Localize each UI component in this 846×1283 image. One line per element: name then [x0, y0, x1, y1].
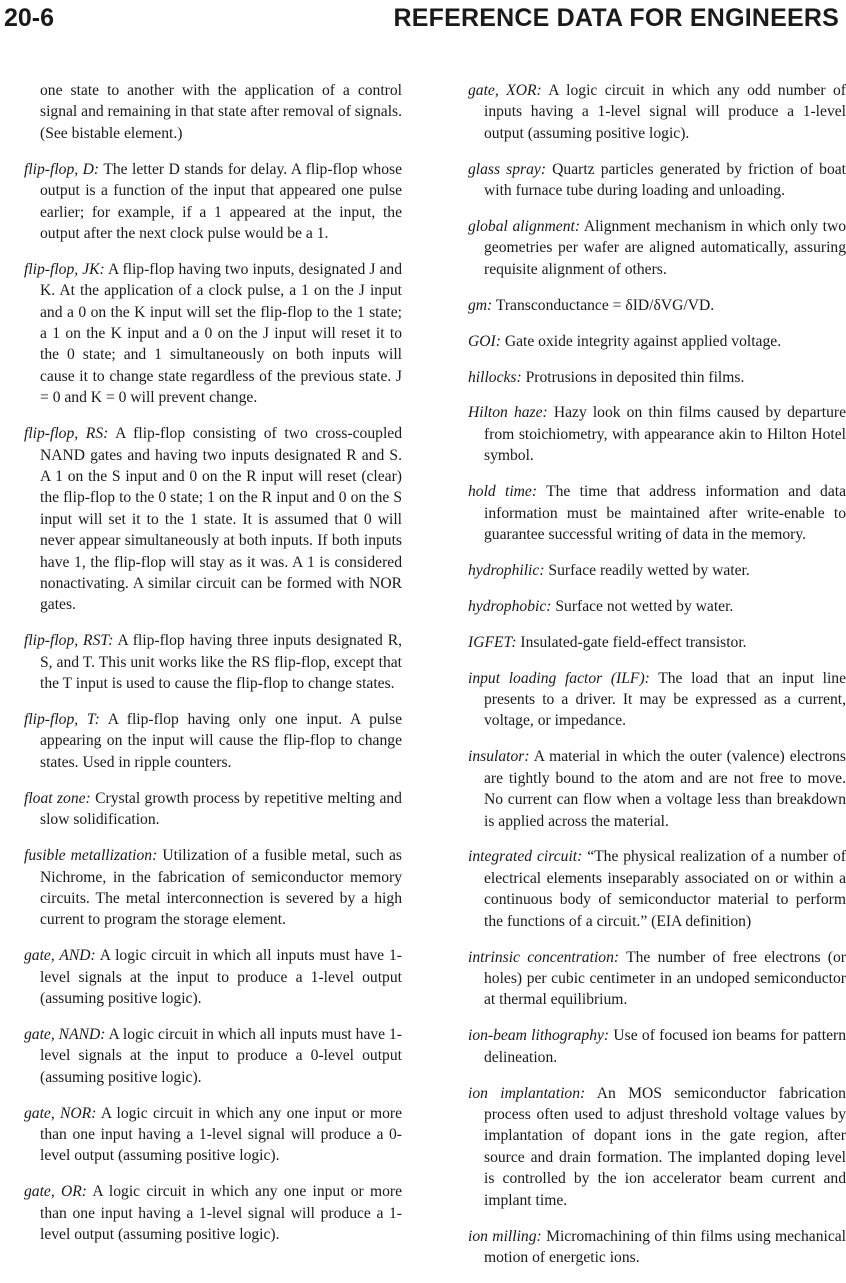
glossary-entry	[24, 945, 402, 1009]
glossary-entry	[468, 159, 846, 202]
entry-text: Insulated-gate field-effect transistor.	[520, 633, 747, 651]
entry-term: gm:	[468, 296, 493, 314]
page-header	[0, 0, 846, 36]
glossary-entry	[468, 846, 846, 932]
entry-term: flip-flop, RS:	[24, 425, 109, 443]
glossary-entry	[468, 746, 846, 832]
glossary-entry	[468, 80, 846, 144]
entry-text: The letter D stands for delay. A flip-flop whose output is a function of the input that appeared one pulse earlier; for example, if a 1 appeared at the input, the output after the next clock pulse would be a 1.	[40, 160, 402, 242]
glossary-entry	[468, 596, 846, 617]
glossary-entry	[24, 709, 402, 773]
running-title: REFERENCE DATA FOR ENGINEERS	[393, 4, 839, 32]
entry-text: A logic circuit in which any one input or more than one input having a 1-level signal will produce a 1-level output (assuming positive logic).	[40, 1183, 403, 1244]
entry-text: Gate oxide integrity against applied voltage.	[504, 332, 782, 350]
glossary-entry	[468, 1025, 846, 1068]
entry-text: Micromachining of thin films using mechanical motion of energetic ions.	[484, 1227, 846, 1266]
entry-term: GOI:	[468, 332, 501, 350]
entry-term: global alignment:	[468, 218, 581, 236]
entry-term: Hilton haze:	[468, 404, 548, 422]
glossary-entry	[468, 1083, 846, 1211]
glossary-entry	[468, 947, 846, 1011]
glossary-entry	[468, 402, 846, 466]
page-number: 20-6	[4, 4, 55, 32]
glossary-entry	[468, 331, 846, 352]
glossary-entry	[468, 295, 846, 316]
entry-text: The time that address information and data information must be maintained after write-enable to guarantee successful writing of data in the memory.	[484, 483, 846, 543]
entry-term: hydrophilic:	[468, 561, 545, 579]
entry-term: flip-flop, T:	[24, 711, 100, 729]
entry-term: ion implantation:	[468, 1084, 586, 1102]
glossary-entry	[468, 367, 846, 388]
entry-term: gate, XOR:	[468, 82, 542, 99]
entry-text: Surface not wetted by water.	[555, 597, 734, 615]
entry-term: hydrophobic:	[468, 597, 552, 615]
entry-term: gate, NAND:	[24, 1025, 106, 1043]
entry-text: A flip-flop having three inputs designated R, S, and T. This unit works like the RS flip-flop, except that the T input is used to cause the flip-flop to change states.	[40, 632, 402, 693]
right-column	[468, 80, 846, 1283]
entry-text: Transconductance = δID/δVG/VD.	[495, 296, 715, 314]
entry-term: gate, NOR:	[24, 1104, 97, 1122]
glossary-entry	[24, 423, 402, 616]
entry-text: Quartz particles generated by friction of boat with furnace tube during loading and unloading.	[484, 160, 846, 200]
entry-term: ion milling:	[468, 1227, 542, 1245]
entry-text: A logic circuit in which all inputs must have 1-level signals at the input to produce a 0-level output (assuming positive logic).	[40, 1025, 402, 1086]
entry-text: The number of free electrons (or holes) per cubic centimeter in an undoped semiconductor at thermal equilibrium.	[484, 948, 846, 1009]
entry-text: A flip-flop having only one input. A pulse appearing on the input will cause the flip-flop to change states. Used in ripple counters.	[40, 711, 402, 771]
glossary-entry	[24, 845, 402, 931]
glossary-entry	[468, 560, 846, 581]
entry-text: Alignment mechanism in which only two geometries per wafer are aligned automatically, assuring requisite alignment of others.	[484, 218, 846, 278]
entry-term: IGFET:	[468, 633, 517, 651]
glossary-entry	[24, 259, 402, 409]
glossary-entry	[468, 1226, 846, 1269]
entry-text: The load that an input line presents to a driver. It may be expressed as a current, voltage, or impedance.	[484, 669, 846, 730]
glossary-entry	[468, 481, 846, 545]
entry-term: integrated circuit:	[468, 848, 583, 866]
glossary-entry	[468, 632, 846, 653]
entry-term: flip-flop, RST:	[24, 632, 114, 650]
glossary-entry	[24, 788, 402, 831]
entry-text: Hazy look on thin films caused by departure from stoichiometry, with appearance akin to Hilton Hotel symbol.	[484, 404, 846, 465]
glossary-entry	[24, 80, 402, 144]
entry-term: hillocks:	[468, 368, 522, 386]
glossary-entry	[468, 216, 846, 280]
entry-term: flip-flop, D:	[24, 160, 100, 178]
entry-term: flip-flop, JK:	[24, 260, 105, 278]
glossary-entry	[24, 1181, 402, 1245]
entry-term: intrinsic concentration:	[468, 948, 620, 966]
entry-text: Protrusions in deposited thin films.	[525, 368, 745, 386]
entry-text: A material in which the outer (valence) electrons are tightly bound to the atom and are not free to move. No current can flow when a voltage less than breakdown is applied across the material.	[484, 748, 846, 830]
entry-term: glass spray:	[468, 160, 547, 178]
entry-text: A logic circuit in which any one input or more than one input having a 1-level signal will produce a 0-level output (assuming positive logic).	[40, 1104, 403, 1165]
glossary-entry	[24, 1103, 402, 1167]
glossary-entry	[468, 668, 846, 732]
glossary-entry	[24, 1024, 402, 1088]
entry-term: float zone:	[24, 789, 91, 807]
glossary-entry	[24, 159, 402, 245]
entry-text: A logic circuit in which all inputs must have 1-level signals at the input to produce a 1-level output (assuming positive logic).	[40, 947, 402, 1008]
entry-term: hold time:	[468, 483, 538, 501]
entry-text: A logic circuit in which any odd number of inputs having a 1-level signal will produce a 1-level output (assuming positive logic).	[484, 82, 846, 142]
entry-term: insulator:	[468, 748, 530, 766]
entry-text: one state to another with the application of a control signal and remaining in that state after removal of signals. (See bistable element.)	[40, 82, 403, 142]
entry-text: A flip-flop consisting of two cross-coupled NAND gates and having two inputs designated R and S. A 1 on the S input and 0 on the R input will reset (clear) the flip-flop to the 0 state; 1 on the R input and 0 on the S input will set it to the 1 state. It is assumed that 0 will never appear simultaneously at both inputs. If both inputs have 1, the flip-flop will stay as it was. A 1 is considered nonactivating. A similar circuit can be formed with NOR gates.	[40, 425, 402, 614]
entry-term: fusible metallization:	[24, 847, 158, 865]
entry-text: An MOS semiconductor fabrication process often used to adjust threshold voltage values by implantation of dopant ions in the gate region, after source and drain formation. The implanted doping level is controlled by the ion accelerator beam current and implant time.	[484, 1084, 846, 1209]
entry-text: Crystal growth process by repetitive melting and slow solidification.	[40, 789, 402, 829]
entry-text: Surface readily wetted by water.	[548, 561, 750, 579]
entry-text: A flip-flop having two inputs, designated J and K. At the application of a clock pulse, a 1 on the J input and a 0 on the K input will set the flip-flop to the 1 state; a 1 on the K input and a 0 on the J input will reset it to the 0 state; and 1 simultaneously on both inputs will cause it to change state regardless of the previous state. J = 0 and K = 0 will prevent change.	[40, 260, 402, 407]
entry-term: gate, AND:	[24, 947, 96, 965]
entry-term: gate, OR:	[24, 1183, 87, 1201]
entry-text: “The physical realization of a number of electrical elements inseparably associated on or within a continuous body of semiconductor material to perform the functions of a circuit.” (EIA definition)	[484, 848, 846, 930]
entry-term: input loading factor (ILF):	[468, 669, 650, 687]
entry-term: ion-beam lithography:	[468, 1027, 610, 1045]
glossary-entry	[24, 630, 402, 694]
entry-text: Utilization of a fusible metal, such as Nichrome, in the fabrication of semiconductor memory circuits. The metal interconnection is severed by a high current to program the storage element.	[40, 847, 402, 929]
entry-text: Use of focused ion beams for pattern delineation.	[484, 1027, 846, 1066]
left-column	[24, 80, 402, 1260]
